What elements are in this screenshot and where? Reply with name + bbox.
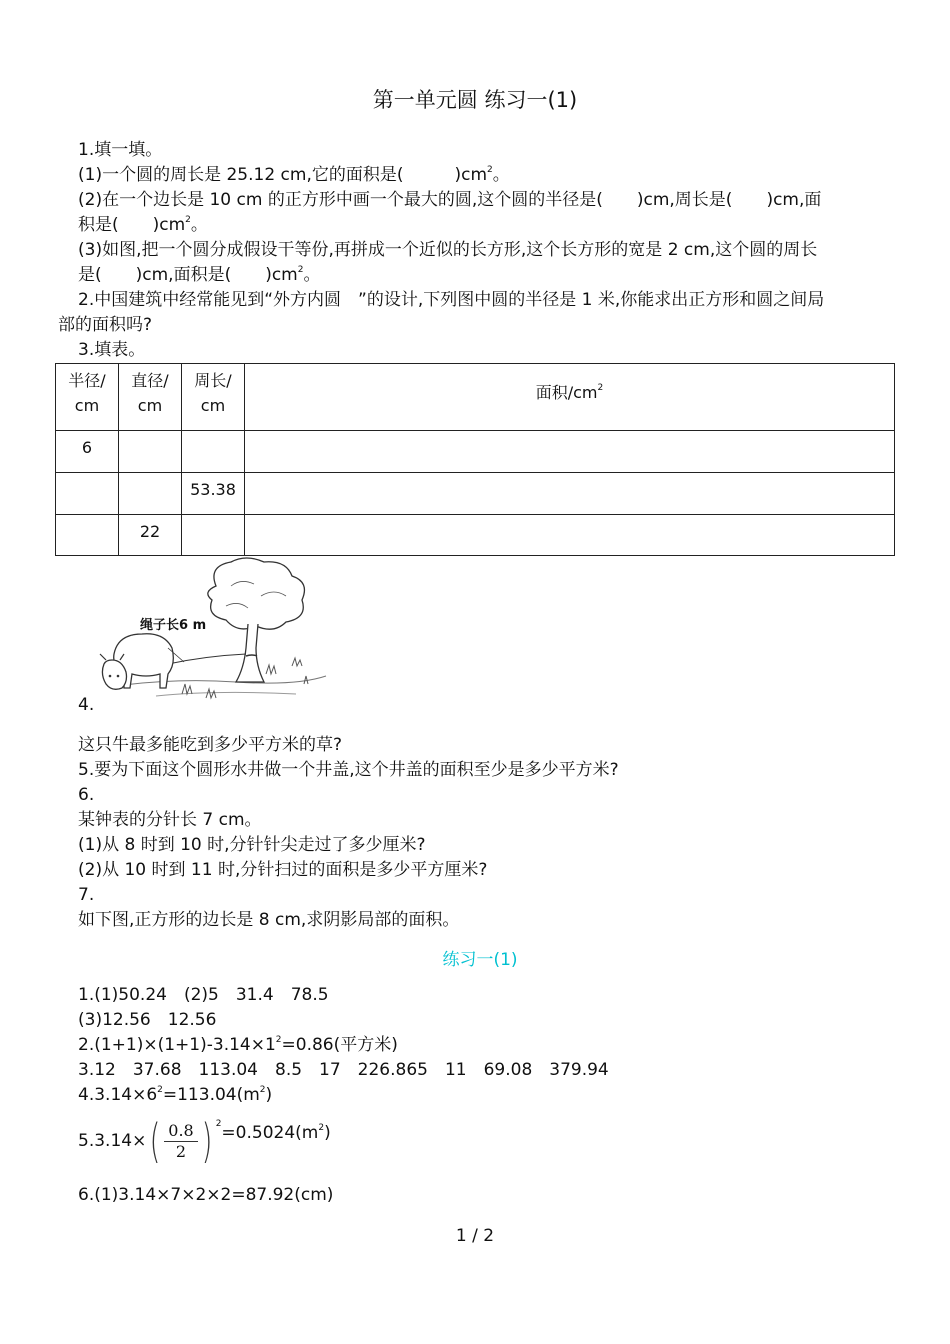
- table-cell: [119, 473, 182, 515]
- question-2: 2.中国建筑中经常能见到“外方内圆 ”的设计,下列图中圆的半径是 1 米,你能求出正方形和圆之间局: [78, 290, 825, 310]
- answer-3: 3.12 37.68 113.04 8.5 17 226.865 11 69.08 379.94: [78, 1060, 609, 1080]
- question-4: 4.: [78, 695, 95, 715]
- question-2-cont: 部的面积吗?: [58, 315, 153, 335]
- page-number: 1 / 2: [455, 1226, 495, 1246]
- fill-table: [55, 363, 895, 556]
- question-6-1: (1)从 8 时到 10 时,分针针尖走过了多少厘米?: [78, 835, 426, 855]
- question-1-2-cont: 积是( )$cm^2$。: [78, 215, 208, 235]
- table-row: [56, 473, 895, 515]
- table-cell: [56, 473, 119, 515]
- table-cell: [182, 431, 245, 473]
- question-1-1: (1)一个圆的周长是 25.12 cm,它的面积是( )$cm^2$。: [78, 165, 510, 185]
- answer-1-3: (3)12.56 12.56: [78, 1010, 217, 1030]
- question-3-heading: 3.填表。: [78, 340, 146, 360]
- answer-6: 6.(1)3.14×7×2×2=87.92(cm): [78, 1185, 334, 1205]
- header-circumference: 周长/ cm: [182, 364, 245, 431]
- table-row: [56, 515, 895, 556]
- question-6-2: (2)从 10 时到 11 时,分针扫过的面积是多少平方厘米?: [78, 860, 488, 880]
- header-area: 面积$/cm^2$: [245, 364, 895, 431]
- table-row: [56, 431, 895, 473]
- fraction: $\frac{0.8}{2}$: [164, 1121, 197, 1162]
- answers-title: 练习一(1): [442, 950, 518, 970]
- question-6-text: 某钟表的分针长 7 cm。: [78, 810, 262, 830]
- question-6: 6.: [78, 785, 95, 805]
- table-cell: 6: [56, 431, 119, 473]
- question-1-heading: 1.填一填。: [78, 140, 163, 160]
- table-cell: [245, 431, 895, 473]
- answer-1-1: 1.(1)50.24 (2)5 31.4 78.5: [78, 985, 329, 1005]
- table-cell: [182, 515, 245, 556]
- left-paren-icon: (: [149, 1114, 161, 1168]
- table-cell: [56, 515, 119, 556]
- table-cell: [245, 473, 895, 515]
- question-4-text: 这只牛最多能吃到多少平方米的草?: [78, 735, 343, 755]
- question-1-2: (2)在一个边长是 10 cm 的正方形中画一个最大的圆,这个圆的半径是( )cm,周长是( )cm,面: [78, 190, 822, 210]
- question-7-text: 如下图,正方形的边长是 8 cm,求阴影局部的面积。: [78, 910, 460, 930]
- right-paren-icon: ): [201, 1114, 213, 1168]
- header-diameter: 直径/ cm: [119, 364, 182, 431]
- answer-4: $4.3.14\times 6^2=113.04(m^2)$: [78, 1085, 273, 1105]
- header-radius: 半径/ cm: [56, 364, 119, 431]
- table-cell: [119, 431, 182, 473]
- question-5: 5.要为下面这个圆形水井做一个井盖,这个井盖的面积至少是多少平方米?: [78, 760, 619, 780]
- question-1-3-cont: 是( )cm,面积是( )$cm^2$。: [78, 265, 321, 285]
- question-1-3: (3)如图,把一个圆分成假设干等份,再拼成一个近似的长方形,这个长方形的宽是 2 cm,这个圆的周长: [78, 240, 818, 260]
- rope-length-label: 绳子长6 m: [140, 618, 207, 633]
- page-title: 第一单元圆 练习一(1): [372, 88, 578, 112]
- cow-tree-illustration: [96, 556, 332, 704]
- answer-5: 5.3.14×( $\frac{0.8}{2}$ ) $^2=0.5024(m^2)$: [78, 1114, 331, 1168]
- table-cell: 22: [119, 515, 182, 556]
- table-cell: [245, 515, 895, 556]
- question-7: 7.: [78, 885, 95, 905]
- answer-2: $2.(1+1)\times(1+1)-3.14\times 1^2=0.86$(平方米): [78, 1035, 398, 1055]
- table-cell: 53.38: [182, 473, 245, 515]
- cow-tree-figure: [96, 556, 332, 704]
